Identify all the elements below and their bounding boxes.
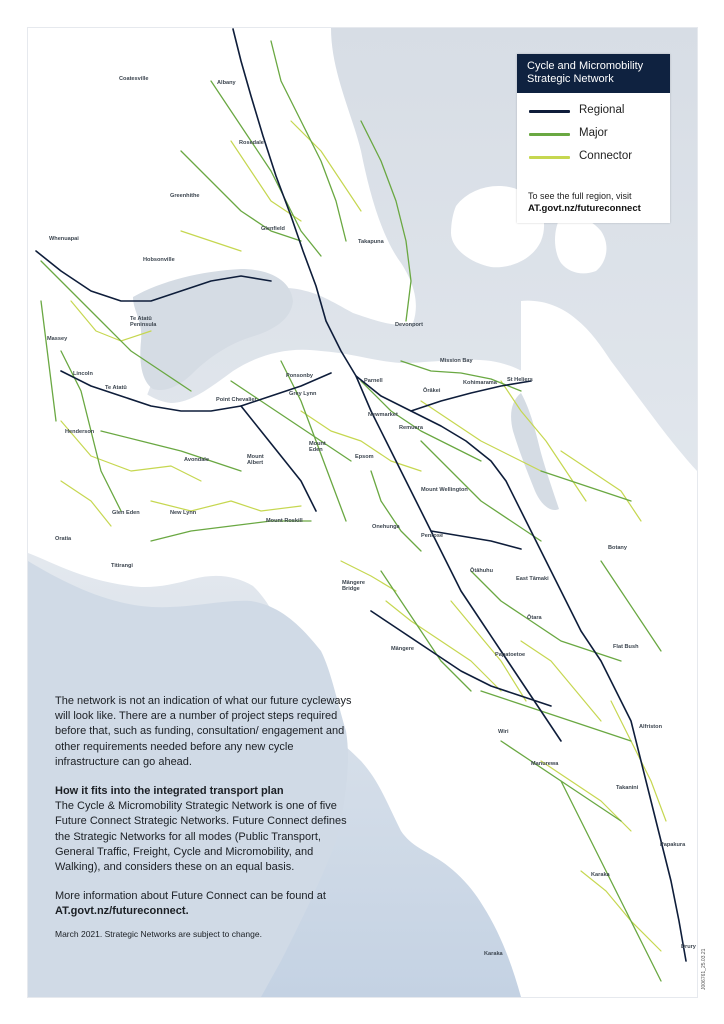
legend-title-line: Cycle and Micromobility bbox=[527, 60, 644, 72]
info-heading: How it fits into the integrated transport plan bbox=[55, 785, 284, 798]
legend-title-line: Strategic Network bbox=[527, 73, 614, 85]
place-label: Newmarket bbox=[368, 412, 398, 418]
place-label: Botany bbox=[608, 545, 627, 551]
place-label: Remuera bbox=[399, 425, 423, 431]
place-label: Ponsonby bbox=[286, 373, 314, 379]
legend-swatch-major bbox=[529, 133, 570, 136]
place-label: Papatoetoe bbox=[495, 652, 526, 658]
info-link[interactable]: AT.govt.nz/futureconnect. bbox=[55, 905, 189, 918]
place-label: Mission Bay bbox=[440, 358, 473, 364]
legend-visit-link[interactable]: AT.govt.nz/futureconnect bbox=[528, 203, 641, 214]
place-label: Epsom bbox=[355, 454, 374, 460]
place-label: Oratia bbox=[55, 536, 72, 542]
place-label: Karaka bbox=[484, 951, 503, 957]
place-label: Drury bbox=[681, 944, 696, 950]
place-label: Mount Albert bbox=[247, 454, 264, 466]
info-more-text: More information about Future Connect can be found at bbox=[55, 890, 326, 903]
place-label: Ōtāhuhu bbox=[470, 568, 493, 574]
place-label: St Heliers bbox=[507, 377, 533, 383]
place-label: Papakura bbox=[660, 842, 686, 848]
info-link-text[interactable]: AT.govt.nz/futureconnect bbox=[55, 905, 186, 918]
legend bbox=[517, 54, 670, 223]
info-paragraph: The network is not an indication of what our future cycleways will look like. There are a number of project steps required before that, such as funding, consultation/ engagement and other requirements needed before any new cycle infrastructure can go ahead. bbox=[55, 695, 352, 768]
place-label: Flat Bush bbox=[613, 644, 639, 650]
place-label: Titirangi bbox=[111, 563, 133, 569]
place-label: New Lynn bbox=[170, 510, 197, 516]
place-label: Mount Roskill bbox=[266, 518, 303, 524]
place-label: Whenuapai bbox=[49, 236, 79, 242]
legend-swatch-connector bbox=[529, 156, 570, 159]
place-label: Rosedale bbox=[239, 140, 264, 146]
place-label: Hobsonville bbox=[143, 257, 175, 263]
place-label: Coatesville bbox=[119, 76, 149, 82]
legend-label-major: Major bbox=[579, 127, 608, 139]
place-label: Māngere bbox=[391, 646, 415, 652]
place-label: Takanini bbox=[616, 785, 639, 791]
place-label: Mount Wellington bbox=[421, 487, 468, 493]
legend-label-regional: Regional bbox=[579, 104, 625, 116]
place-label: Avondale bbox=[184, 457, 209, 463]
place-label: Henderson bbox=[65, 429, 95, 435]
place-label: East Tāmaki bbox=[516, 576, 549, 582]
place-label: Glenfield bbox=[261, 226, 285, 232]
info-footnote: March 2021. Strategic Networks are subject to change. bbox=[55, 928, 262, 939]
place-label: Takapuna bbox=[358, 239, 384, 245]
place-label: Karaka bbox=[591, 872, 610, 878]
place-label: Kohimarama bbox=[463, 380, 497, 386]
legend-visit-text: To see the full region, visit bbox=[528, 191, 632, 201]
place-label: Mount Eden bbox=[309, 441, 326, 453]
place-label: Alfriston bbox=[639, 724, 662, 730]
reference-code: J006761_25.03.21 bbox=[701, 948, 707, 990]
place-label: Onehunga bbox=[372, 524, 400, 530]
place-label: Grey Lynn bbox=[289, 391, 317, 397]
place-label: Ōrākei bbox=[423, 388, 441, 394]
legend-title bbox=[517, 54, 670, 93]
place-label: Massey bbox=[47, 336, 68, 342]
place-label: Wiri bbox=[498, 729, 509, 735]
legend-swatch-regional bbox=[529, 110, 570, 113]
place-label: Penrose bbox=[421, 533, 444, 539]
place-label: Parnell bbox=[364, 378, 383, 384]
place-label: Greenhithe bbox=[170, 193, 200, 199]
info-text-block bbox=[55, 694, 355, 942]
place-label: Te Atatū Peninsula bbox=[130, 316, 157, 328]
place-label: Māngere Bridge bbox=[342, 580, 366, 592]
place-label: Te Atatū bbox=[105, 385, 127, 391]
place-label: Devonport bbox=[395, 322, 423, 328]
place-label: Glen Eden bbox=[112, 510, 140, 516]
place-label: Lincoln bbox=[73, 371, 93, 377]
place-label: Point Chevalier bbox=[216, 397, 257, 403]
place-label: Albany bbox=[217, 80, 236, 86]
info-paragraph: The Cycle & Micromobility Strategic Network is one of five Future Connect Strategic Networks. Future Connect defines the Strategic Networks for all modes (Public Transport, General Traffic, Freight, Cycle and Micromobility, and Walking), and considers these on an equal basis. bbox=[55, 800, 347, 874]
place-label: Ōtara bbox=[527, 615, 542, 621]
legend-label-connector: Connector bbox=[579, 150, 633, 162]
place-label: Manurewa bbox=[531, 761, 559, 767]
